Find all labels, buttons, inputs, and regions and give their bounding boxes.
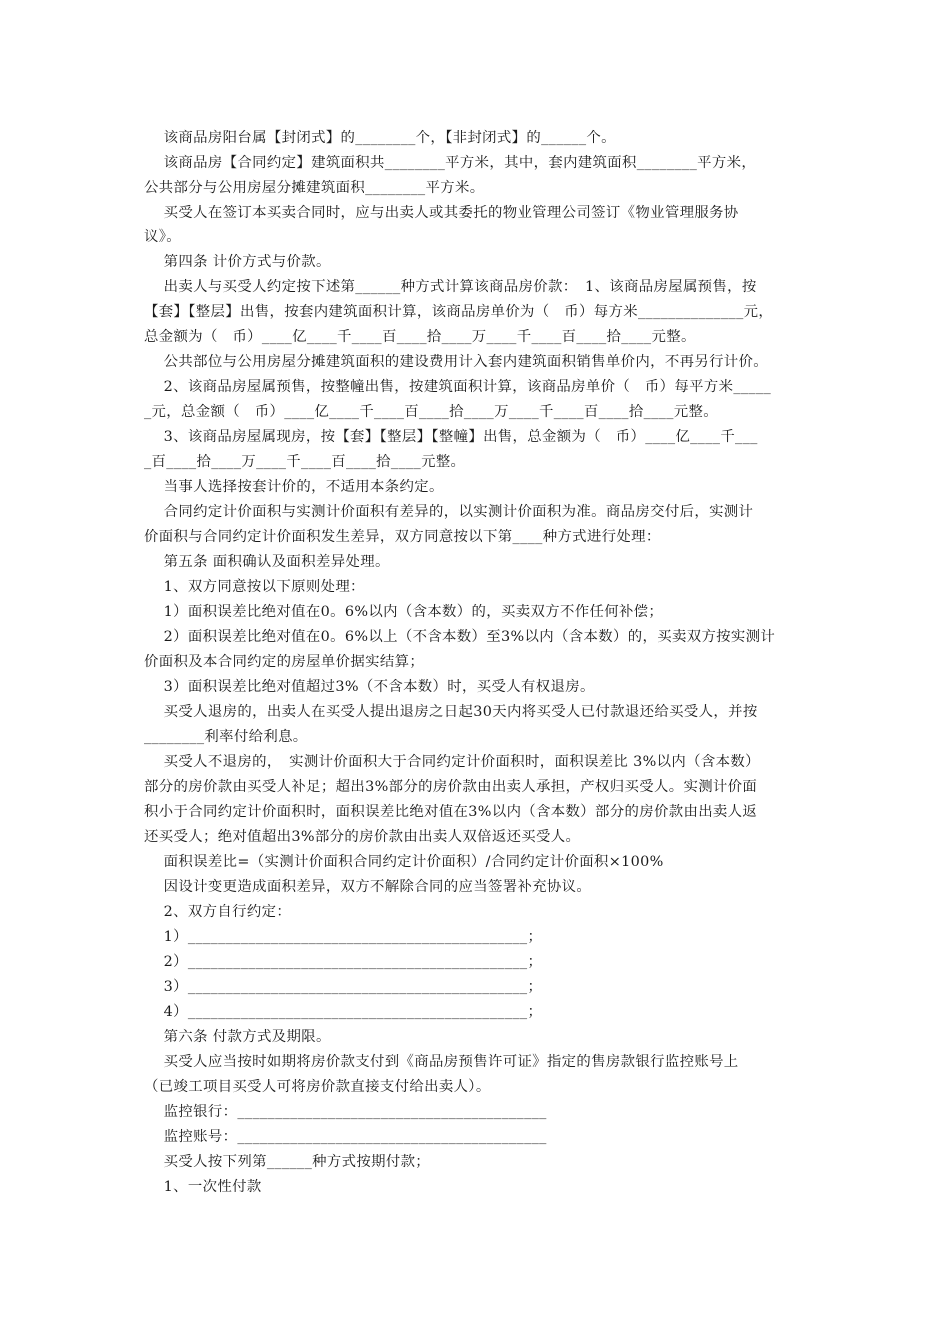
text-line: 买受人退房的，出卖人在买受人提出退房之日起30天内将买受人已付款退还给买受人，并按 — [144, 704, 758, 720]
text-line: 3、该商品房屋属现房，按【套】【整层】【整幢】出售，总金额为（ 币）____亿____千___ — [144, 429, 758, 445]
blank-line-item: 3）_____________________________________________； — [144, 979, 543, 995]
text-line: 1、一次性付款 — [144, 1179, 262, 1195]
blank-line-item: 1）_____________________________________________； — [144, 929, 543, 945]
text-line: 2、双方自行约定： — [144, 904, 292, 920]
text-line: 公共部分与公用房屋分摊建筑面积________平方米。 — [144, 180, 485, 196]
section-heading: 第四条 计价方式与价款。 — [144, 254, 331, 270]
text-line: 还买受人；绝对值超出3%部分的房价款由出卖人双倍返还买受人。 — [144, 829, 581, 845]
blank-line-item: 2）_____________________________________________； — [144, 954, 543, 970]
text-line: 【套】【整层】出售，按套内建筑面积计算，该商品房单价为（ 币）每方米______________元， — [144, 304, 774, 320]
text-line: 当事人选择按套计价的，不适用本条约定。 — [144, 479, 444, 495]
text-line: _元，总金额（ 币）____亿____千____百____拾____万____千____百____拾____元整。 — [144, 404, 718, 420]
text-line: 面积误差比=（实测计价面积合同约定计价面积）/合同约定计价面积×100% — [144, 854, 664, 870]
text-line: 积小于合同约定计价面积时，面积误差比绝对值在3%以内（含本数）部分的房价款由出卖人返 — [144, 804, 758, 820]
text-line: ________利率付给利息。 — [144, 729, 308, 745]
monitor-bank-line: 监控银行：_________________________________________ — [144, 1104, 547, 1120]
blank-line-item: 4）_____________________________________________； — [144, 1004, 543, 1020]
text-line: 公共部位与公用房屋分摊建筑面积的建设费用计入套内建筑面积销售单价内，不再另行计价。 — [144, 354, 769, 370]
text-line: 买受人应当按时如期将房价款支付到《商品房预售许可证》指定的售房款银行监控账号上 — [144, 1054, 739, 1070]
text-line: 总金额为（ 币）____亿____千____百____拾____万____千____百____拾____元整。 — [144, 329, 696, 345]
text-line: 1）面积误差比绝对值在0。6%以内（含本数）的，买卖双方不作任何补偿； — [144, 604, 664, 620]
text-line: 2）面积误差比绝对值在0。6%以上（不含本数）至3%以内（含本数）的，买卖双方按实测计 — [144, 629, 776, 645]
text-line: 3）面积误差比绝对值超过3%（不含本数）时，买受人有权退房。 — [144, 679, 595, 695]
text-line: 因设计变更造成面积差异，双方不解除合同的应当签署补充协议。 — [144, 879, 592, 895]
text-line: 1、双方同意按以下原则处理： — [144, 579, 365, 595]
text-line: 该商品房阳台属【封闭式】的________个，【非封闭式】的______个。 — [144, 130, 616, 146]
section-heading: 第六条 付款方式及期限。 — [144, 1029, 331, 1045]
text-line: 买受人不退房的， 实测计价面积大于合同约定计价面积时，面积误差比 3%以内（含本数） — [144, 754, 760, 770]
text-line: 买受人在签订本买卖合同时，应与出卖人或其委托的物业管理公司签订《物业管理服务协 — [144, 205, 739, 221]
text-line: 议》。 — [144, 229, 182, 245]
text-line: （已竣工项目买受人可将房价款直接支付给出卖人）。 — [144, 1079, 491, 1095]
text-line: 价面积与合同约定计价面积发生差异，双方同意按以下第____种方式进行处理： — [144, 529, 661, 545]
text-line: 买受人按下列第______种方式按期付款； — [144, 1154, 431, 1170]
monitor-account-line: 监控账号：_________________________________________ — [144, 1129, 547, 1145]
text-line: 该商品房【合同约定】建筑面积共________平方米，其中，套内建筑面积________平方米， — [144, 155, 757, 171]
text-line: 价面积及本合同约定的房屋单价据实结算； — [144, 654, 425, 670]
text-line: 部分的房价款由买受人补足；超出3%部分的房价款由出卖人承担，产权归买受人。实测计价面 — [144, 779, 758, 795]
text-line: _百____拾____万____千____百____拾____元整。 — [144, 454, 466, 470]
text-line: 2、该商品房屋属预售，按整幢出售，按建筑面积计算，该商品房单价（ 币）每平方米_____ — [144, 379, 772, 395]
text-line: 出卖人与买受人约定按下述第______种方式计算该商品房价款： 1、该商品房屋属预售，按 — [144, 279, 757, 295]
text-line: 合同约定计价面积与实测计价面积有差异的，以实测计价面积为准。商品房交付后，实测计 — [144, 504, 754, 520]
section-heading: 第五条 面积确认及面积差异处理。 — [144, 554, 390, 570]
